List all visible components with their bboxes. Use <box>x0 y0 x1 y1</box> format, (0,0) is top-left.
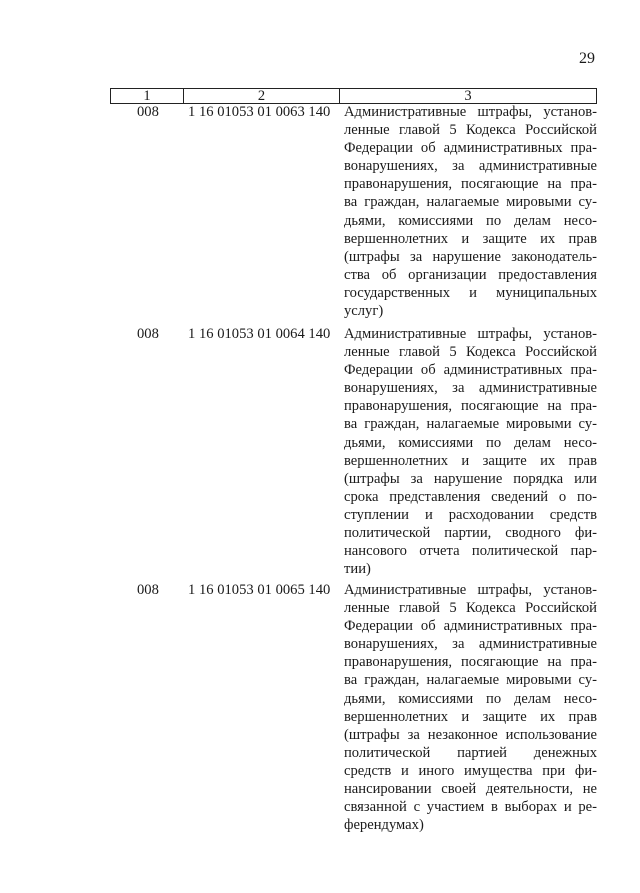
description-line: (штрафы за нарушение порядка или <box>344 470 597 487</box>
admin-code: 008 <box>137 582 159 598</box>
description <box>344 325 597 578</box>
description-line: дьями, комиссиями по делам несо- <box>344 434 597 451</box>
description-line: срока представления сведений о по- <box>344 488 597 505</box>
description-line: ступлении и расходовании средств <box>344 506 597 523</box>
description-line: дьями, комиссиями по делам несо- <box>344 212 597 229</box>
description <box>344 103 597 320</box>
description-line: ленные главой 5 Кодекса Российской <box>344 600 597 617</box>
description-line: ства об организации предоставления <box>344 266 597 283</box>
description-line: услуг) <box>344 303 384 320</box>
header-col-3: 3 <box>464 88 472 104</box>
description-line: правонарушения, посягающие на пра- <box>344 176 597 193</box>
description-line: Федерации об административных пра- <box>344 362 597 379</box>
description-line: Административные штрафы, установ- <box>344 326 597 342</box>
description-line: вонарушениях, за административные <box>344 380 597 397</box>
description-line: Федерации об административных пра- <box>344 140 597 157</box>
description-line: ленные главой 5 Кодекса Российской <box>344 344 597 361</box>
description-line: Административные штрафы, установ- <box>344 104 597 120</box>
description-line: политической партии, сводного фи- <box>344 525 597 542</box>
table-header-row <box>110 88 597 104</box>
description-line: нансировании своей деятельности, не <box>344 781 597 798</box>
page-number: 29 <box>579 50 595 67</box>
description-line: ленные главой 5 Кодекса Российской <box>344 122 597 139</box>
description-line: вершеннолетних и защите их прав <box>344 452 597 469</box>
kbk-code: 1 16 01053 01 0065 140 <box>188 582 331 598</box>
description-line: (штрафы за нарушение законодатель- <box>344 248 597 265</box>
description-line: Административные штрафы, установ- <box>344 582 597 598</box>
description-line: средств и иного имущества при фи- <box>344 762 597 779</box>
kbk-code: 1 16 01053 01 0063 140 <box>188 104 331 120</box>
description-line: государственных и муниципальных <box>344 284 597 301</box>
kbk-code: 1 16 01053 01 0064 140 <box>188 326 331 342</box>
admin-code: 008 <box>137 326 159 342</box>
description-line: правонарушения, посягающие на пра- <box>344 654 597 671</box>
description-line: ва граждан, налагаемые мировыми су- <box>344 416 597 433</box>
header-col-2: 2 <box>184 89 340 103</box>
description-line: политической партией денежных <box>344 744 597 761</box>
description-line: дьями, комиссиями по делам несо- <box>344 690 597 707</box>
description-line: правонарушения, посягающие на пра- <box>344 398 597 415</box>
description-line: вонарушениях, за административные <box>344 158 597 175</box>
description-line: тии) <box>344 561 371 578</box>
description <box>344 581 597 834</box>
description-line: нансового отчета политической пар- <box>344 543 597 560</box>
description-line: ва граждан, налагаемые мировыми су- <box>344 672 597 689</box>
description-line: связанной с участием в выборах и ре- <box>344 799 597 816</box>
admin-code: 008 <box>137 104 159 120</box>
description-line: Федерации об административных пра- <box>344 618 597 635</box>
description-line: (штрафы за незаконное использование <box>344 726 597 743</box>
description-line: вершеннолетних и защите их прав <box>344 230 597 247</box>
description-line: вонарушениях, за административные <box>344 636 597 653</box>
description-line: ва граждан, налагаемые мировыми су- <box>344 194 597 211</box>
description-line: ферендумах) <box>344 817 424 834</box>
header-col-1: 1 <box>111 89 184 103</box>
description-line: вершеннолетних и защите их прав <box>344 708 597 725</box>
